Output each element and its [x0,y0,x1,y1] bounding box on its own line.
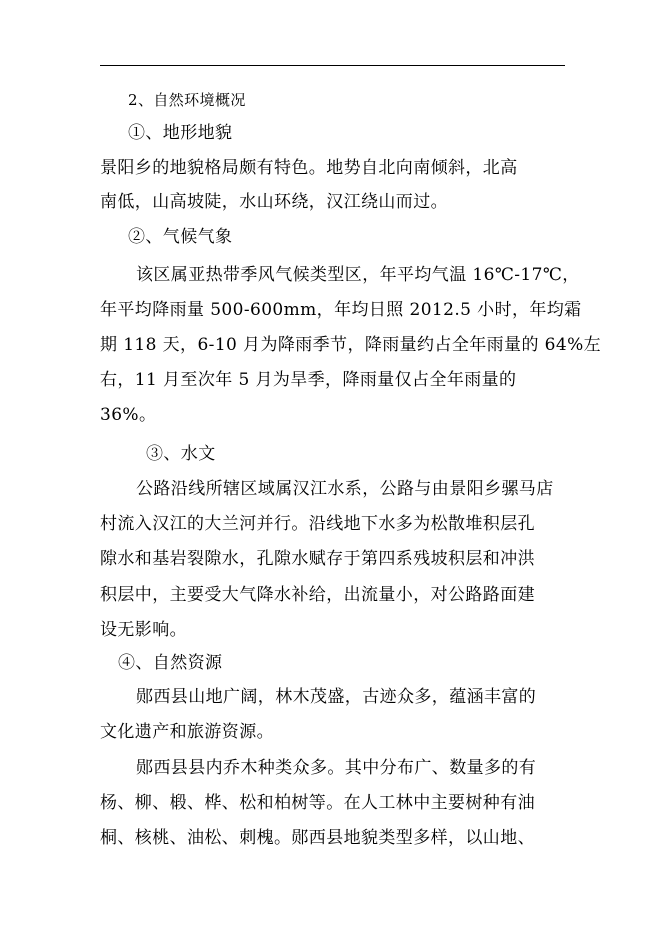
paragraph-line: 右，11 月至次年 5 月为旱季，降雨量仅占全年雨量的 [100,370,517,390]
header-rule [100,65,565,66]
subsection-heading-climate: ②、气候气象 [128,227,233,247]
subsection-heading-resources: ④、自然资源 [118,653,223,673]
paragraph-line: 积层中，主要受大气降水补给，出流量小，对公路路面建 [100,585,535,605]
paragraph-line: 桐、核桃、油松、刺槐。郧西县地貌类型多样，以山地、 [100,828,535,848]
paragraph-line: 村流入汉江的大兰河并行。沿线地下水多为松散堆积层孔 [100,514,535,534]
subsection-heading-terrain: ①、地形地貌 [128,123,233,143]
paragraph-line: 郧西县县内乔木种类众多。其中分布广、数量多的有 [136,758,537,778]
paragraph-line: 南低，山高坡陡，水山环绕，汉江绕山而过。 [100,192,448,212]
paragraph-line: 36%。 [100,405,157,425]
paragraph-line: 景阳乡的地貌格局颇有特色。地势自北向南倾斜，北高 [100,158,518,178]
paragraph-line: 设无影响。 [100,620,187,640]
paragraph-line: 公路沿线所辖区域属汉江水系，公路与由景阳乡骡马店 [136,479,554,499]
paragraph-line: 杨、柳、椴、桦、松和柏树等。在人工林中主要树种有油 [100,793,535,813]
paragraph-line: 期 118 天，6-10 月为降雨季节，降雨量约占全年雨量的 64%左 [100,335,602,355]
paragraph-line: 该区属亚热带季风气候类型区，年平均气温 16℃-17℃， [136,265,580,285]
paragraph-line: 隙水和基岩裂隙水，孔隙水赋存于第四系残坡积层和冲洪 [100,549,535,569]
paragraph-line: 文化遗产和旅游资源。 [100,722,274,742]
paragraph-line: 年平均降雨量 500-600mm，年均日照 2012.5 小时，年均霜 [100,300,582,320]
paragraph-line: 郧西县山地广阔，林木茂盛，古迹众多，蕴涵丰富的 [136,687,537,707]
subsection-heading-hydrology: ③、水文 [146,444,216,464]
section-title: 2、自然环境概况 [128,91,246,109]
